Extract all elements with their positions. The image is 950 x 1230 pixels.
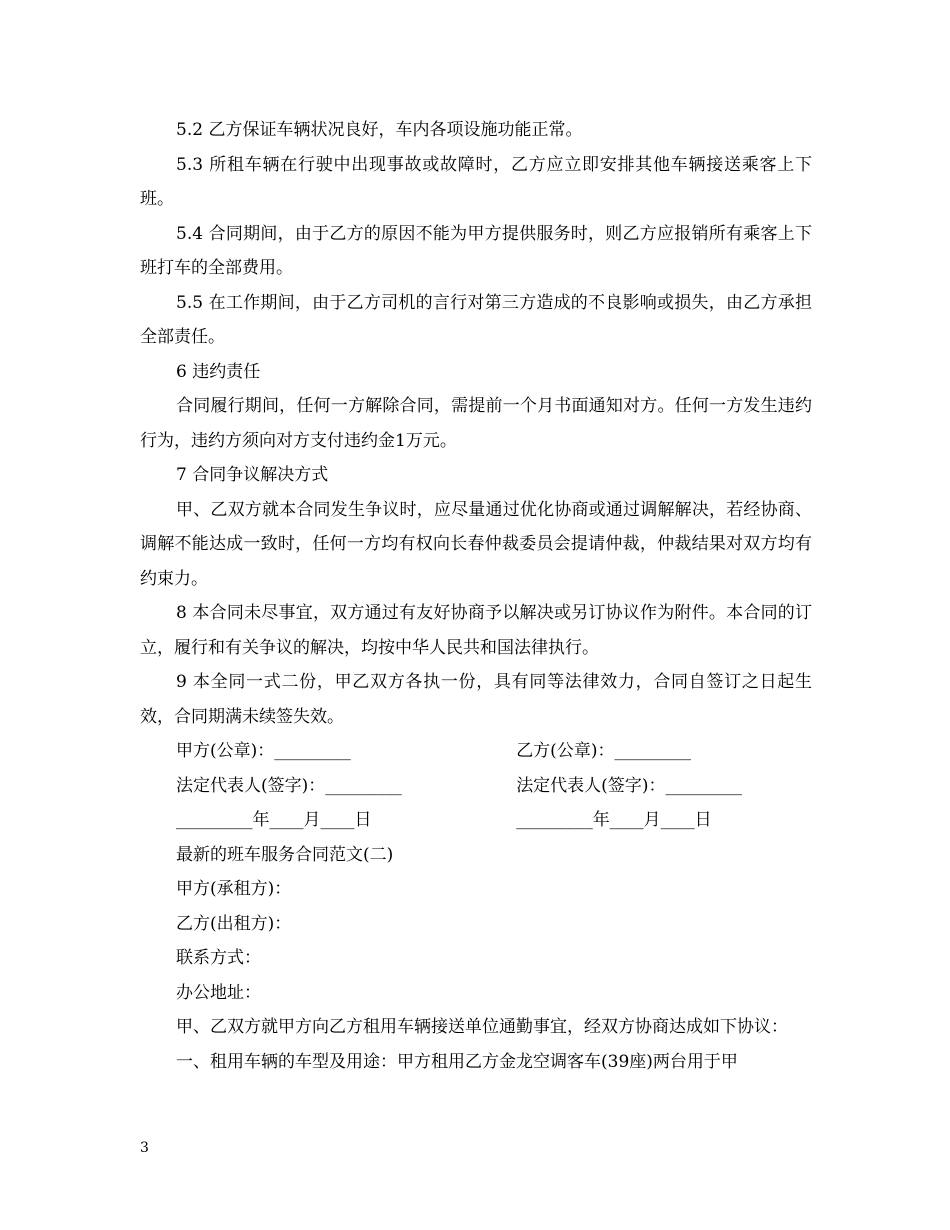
clause-paragraph: 5.3 所租车辆在行驶中出现事故或故障时，乙方应立即安排其他车辆接送乘客上下班。 xyxy=(140,154,812,209)
section-paragraph: 一、租用车辆的车型及用途：甲方租用乙方金龙空调客车(39座)两台用于甲 xyxy=(176,1051,738,1072)
contract-two-intro xyxy=(140,838,812,1080)
party-b-signature-field: 乙方(公章)：_________ xyxy=(516,741,691,761)
clause-paragraph: 5.4 合同期间，由于乙方的原因不能为甲方提供服务时，则乙方应报销所有乘客上下班打车的全部费用。 xyxy=(140,223,812,278)
party-a-signature-field: _________年____月____日 xyxy=(176,810,372,830)
clause-paragraph: 8 本合同未尽事宜，双方通过有友好协商予以解决或另订协议作为附件。本合同的订立，履行和有关争议的解决，均按中华人民共和国法律执行。 xyxy=(140,603,812,658)
section-paragraph: 甲、乙双方就甲方向乙方租用车辆接送单位通勤事宜，经双方协商达成如下协议： xyxy=(176,1017,788,1037)
signature-row xyxy=(140,769,812,804)
clause-paragraph: 5.5 在工作期间，由于乙方司机的言行对第三方造成的不良影响或损失，由乙方承担全部责任。 xyxy=(140,292,812,347)
party-a-signature-field: 甲方(公章)：_________ xyxy=(176,741,351,761)
section-heading: 乙方(出租方)： xyxy=(176,913,292,934)
signature-row xyxy=(140,803,812,838)
signature-row xyxy=(140,734,812,769)
party-a-signature-field: 法定代表人(签字)：_________ xyxy=(176,775,402,796)
clause-heading: 6 违约责任 xyxy=(176,361,261,382)
page-number: 3 xyxy=(140,1140,149,1156)
clause-paragraph: 合同履行期间，任何一方解除合同，需提前一个月书面通知对方。任何一方发生违约行为，违约方须向对方支付违约金1万元。 xyxy=(140,396,812,451)
clause-heading: 7 合同争议解决方式 xyxy=(176,465,329,485)
section-heading: 最新的班车服务合同范文(二) xyxy=(176,844,394,865)
clause-paragraph: 甲、乙双方就本合同发生争议时，应尽量通过优化协商或通过调解解决，若经协商、调解不能达成一致时，任何一方均有权向长春仲裁委员会提请仲裁，仲裁结果对双方均有约束力。 xyxy=(140,499,812,589)
party-b-signature-field: 法定代表人(签字)：_________ xyxy=(516,775,742,796)
section-heading: 联系方式： xyxy=(176,948,261,968)
document-body xyxy=(140,113,812,1079)
clause-paragraph: 9 本全同一式二份，甲乙双方各执一份，具有同等法律效力，合同自签订之日起生效，合同期满未续签失效。 xyxy=(140,672,812,727)
party-b-signature-field: _________年____月____日 xyxy=(516,810,712,830)
clause-paragraph: 5.2 乙方保证车辆状况良好，车内各项设施功能正常。 xyxy=(176,120,583,140)
section-heading: 办公地址： xyxy=(176,982,261,1003)
contract-clauses xyxy=(140,113,812,734)
signature-block xyxy=(140,734,812,838)
section-heading: 甲方(承租方)： xyxy=(176,879,292,899)
